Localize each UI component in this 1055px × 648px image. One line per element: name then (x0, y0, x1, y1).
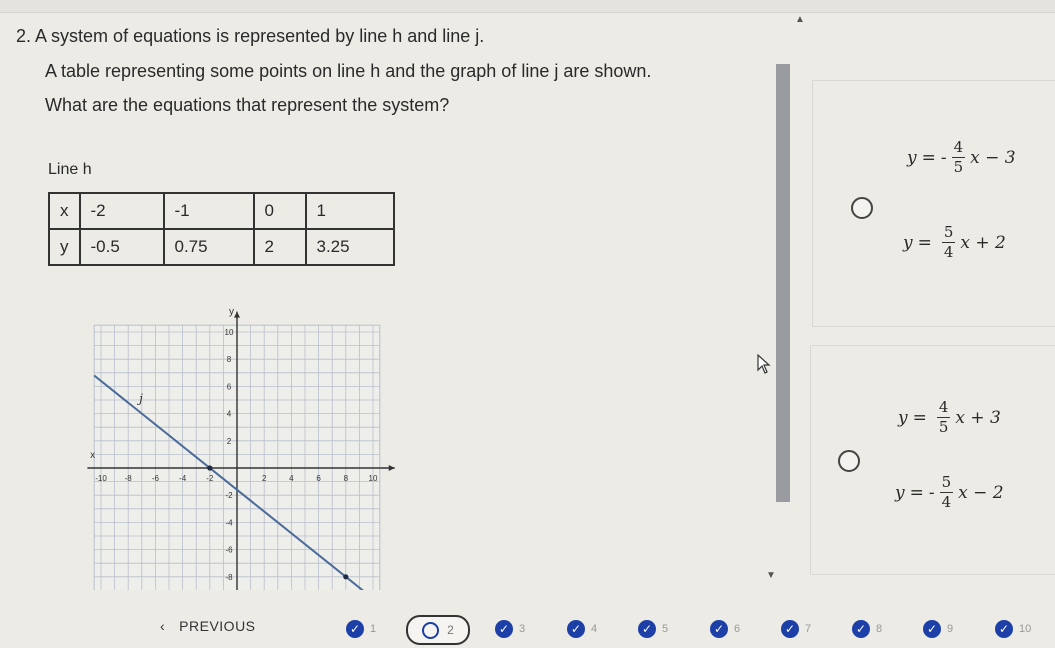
fraction: $\frac{4}{5}$ (938, 398, 949, 436)
sign: - (928, 482, 935, 503)
step-number: 7 (805, 623, 812, 635)
y-tick-label: 4 (226, 409, 232, 419)
check-icon: ✓ (995, 620, 1013, 638)
table-title: Line h (48, 161, 92, 178)
step-number: 9 (947, 623, 954, 635)
y-axis-arrow (234, 312, 240, 318)
radio-option-b[interactable] (838, 450, 860, 472)
step-1[interactable] (346, 620, 376, 638)
table-row-y (49, 229, 394, 265)
previous-button[interactable] (160, 618, 256, 634)
check-icon: ✓ (852, 620, 870, 638)
step-5[interactable] (638, 620, 668, 638)
step-number: 3 (519, 623, 526, 635)
check-icon: ✓ (781, 620, 799, 638)
y-tick-label: -4 (225, 518, 233, 528)
question-line-3: What are the equations that represent the system? (45, 95, 450, 115)
x-tick-label: 8 (343, 474, 349, 483)
answer-option-a[interactable] (812, 80, 1055, 327)
y-tick-label: -8 (225, 572, 233, 582)
line-j-label: j (139, 391, 143, 406)
x-tick-label: -2 (206, 474, 214, 483)
table-cell: 2 (254, 229, 306, 265)
table-cell: -2 (80, 193, 164, 229)
x-tick-label: -8 (124, 474, 132, 483)
step-9[interactable] (923, 620, 953, 638)
question-line-2: A table representing some points on line h and the graph of line j are shown. (45, 61, 652, 81)
step-6[interactable] (710, 620, 740, 638)
y-tick-label: 10 (224, 328, 234, 337)
chevron-left-icon: ‹ (160, 618, 166, 634)
x-axis-arrow (389, 465, 395, 471)
step-3[interactable] (495, 620, 525, 638)
y-axis-label: y (229, 306, 234, 318)
radio-option-a[interactable] (851, 197, 873, 219)
step-8[interactable] (852, 620, 882, 638)
table-cell: -0.5 (80, 229, 164, 265)
mouse-pointer-icon (757, 354, 771, 374)
equation-rest: x − 3 (970, 147, 1016, 168)
x-tick-label: 10 (368, 474, 378, 483)
previous-label: PREVIOUS (179, 618, 256, 634)
step-number: 4 (591, 623, 598, 635)
fraction: $\frac{5}{4}$ (943, 223, 954, 261)
check-icon: ✓ (638, 620, 656, 638)
step-number: 8 (876, 623, 883, 635)
equation-rest: x + 2 (960, 232, 1006, 253)
option-b-equation-2: y = - $\frac{5}{4}$ x − 2 (895, 473, 1004, 511)
coordinate-graph (80, 298, 420, 590)
step-10[interactable] (995, 620, 1031, 638)
scroll-down-arrow[interactable]: ▼ (766, 570, 776, 581)
circle-icon (422, 622, 439, 639)
step-4[interactable] (567, 620, 597, 638)
check-icon: ✓ (710, 620, 728, 638)
step-2-current[interactable] (406, 615, 470, 645)
sign: - (940, 147, 947, 168)
y-tick-label: 2 (226, 436, 232, 446)
top-bar (0, 0, 1055, 13)
question-number: 2. (16, 26, 32, 46)
table-row-label: y (49, 229, 80, 265)
scroll-up-arrow[interactable]: ▲ (795, 14, 805, 25)
check-icon: ✓ (567, 620, 585, 638)
table-row-label: x (49, 193, 80, 229)
y-tick-label: 8 (226, 355, 232, 365)
step-7[interactable] (781, 620, 811, 638)
check-icon: ✓ (495, 620, 513, 638)
equation-rest: x + 3 (955, 407, 1001, 428)
x-tick-label: 6 (316, 474, 321, 483)
points-table (48, 192, 395, 266)
step-number: 10 (1019, 623, 1032, 635)
question-text (16, 26, 484, 47)
fraction: $\frac{5}{4}$ (941, 473, 952, 511)
fraction: $\frac{4}{5}$ (953, 138, 964, 176)
y-tick-label: -2 (225, 491, 233, 501)
table-cell: 1 (306, 193, 394, 229)
check-icon: ✓ (346, 620, 364, 638)
x-tick-label: -4 (179, 474, 187, 483)
x-tick-label: 2 (261, 474, 267, 483)
question-line-1: A system of equations is represented by line h and line j. (35, 26, 485, 46)
check-icon: ✓ (923, 620, 941, 638)
y-tick-label: -6 (225, 545, 233, 555)
table-cell: -1 (164, 193, 254, 229)
x-tick-label: 4 (289, 474, 294, 483)
option-a-equation-1: y = - $\frac{4}{5}$ x − 3 (907, 138, 1016, 176)
x-tick-label: -6 (151, 474, 159, 483)
step-number: 6 (734, 623, 741, 635)
option-b-equation-1: y = $\frac{4}{5}$ x + 3 (898, 398, 1001, 436)
line-j-point (343, 574, 348, 579)
y-tick-label: 6 (226, 382, 232, 392)
table-cell: 0.75 (164, 229, 254, 265)
table-cell: 0 (254, 193, 306, 229)
step-number: 5 (662, 623, 669, 635)
equation-rest: x − 2 (958, 482, 1004, 503)
scrollbar-thumb[interactable] (776, 64, 790, 502)
option-a-equation-2: y = $\frac{5}{4}$ x + 2 (903, 223, 1006, 261)
table-cell: 3.25 (306, 229, 394, 265)
x-tick-label: -10 (95, 474, 107, 483)
bottom-navigation (0, 600, 1055, 648)
line-j-point (207, 465, 212, 470)
x-axis-label: x (90, 450, 96, 461)
step-number: 1 (370, 623, 377, 635)
table-row-x (49, 193, 394, 229)
step-number: 2 (447, 623, 454, 637)
